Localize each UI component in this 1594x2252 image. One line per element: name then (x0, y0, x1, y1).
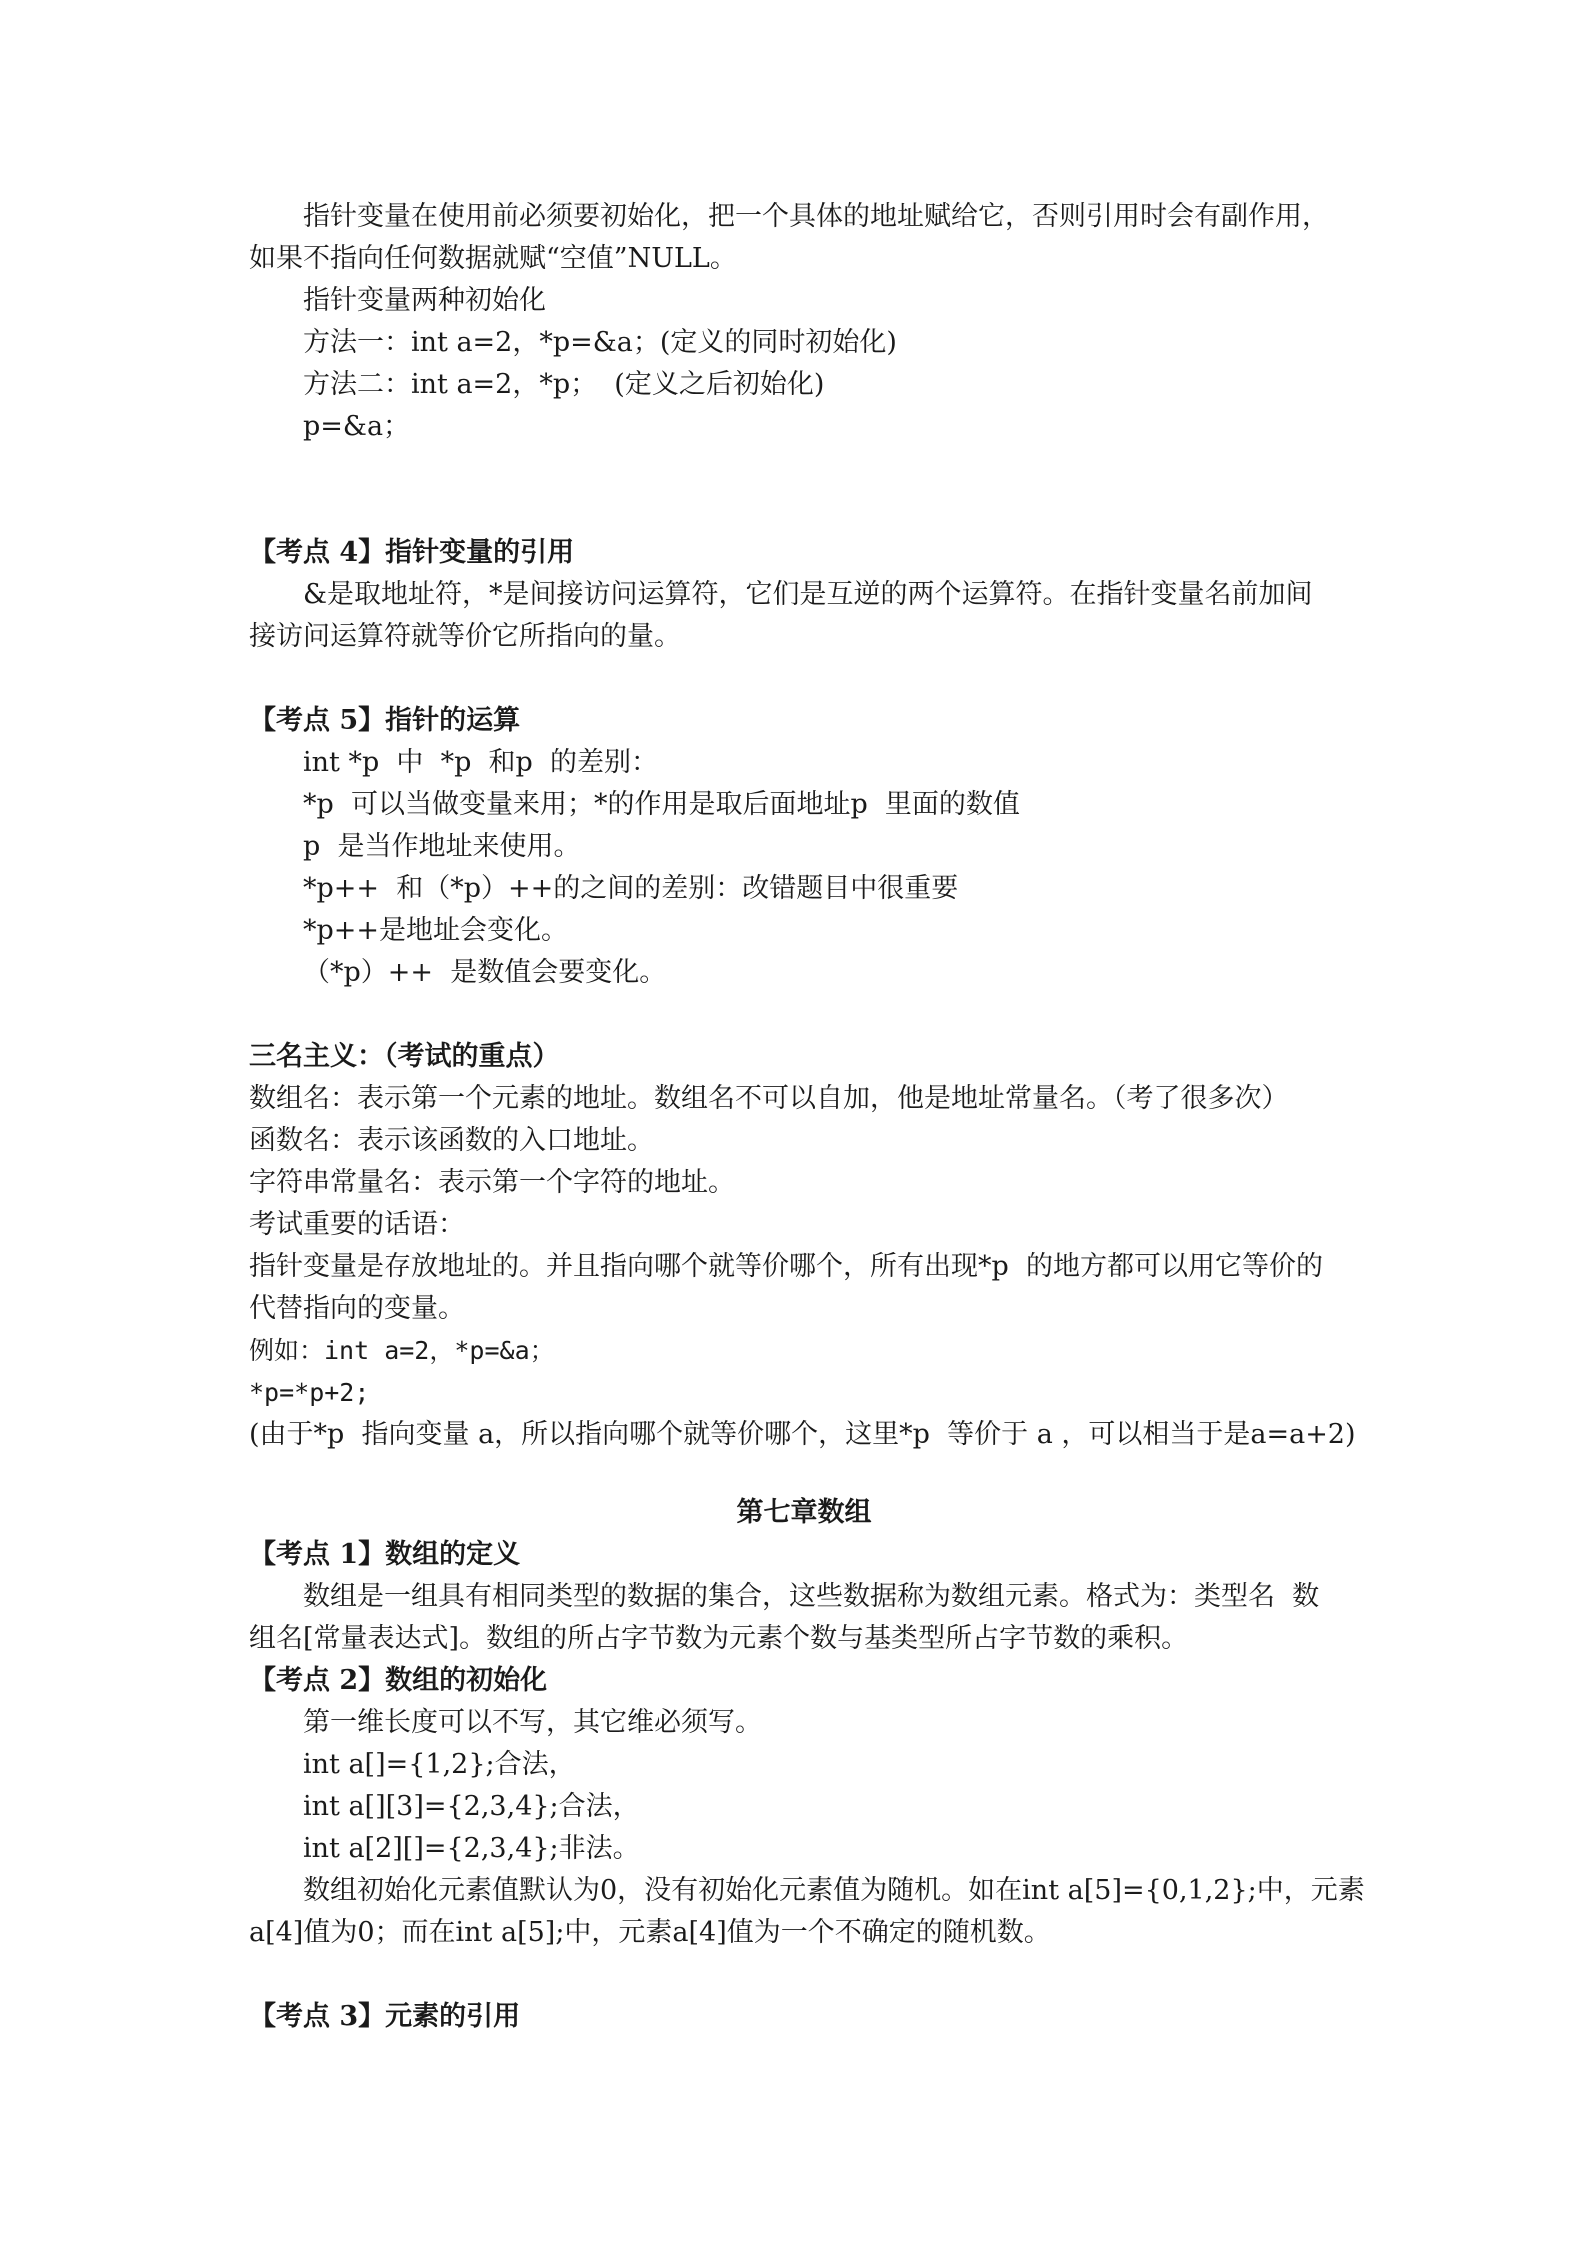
init-paragraph-line-2: 如果不指向任何数据就赋“空值”NULL。 (249, 243, 737, 274)
ch7-kp3-heading: 【考点 3】元素的引用 (249, 2001, 521, 2032)
kp5-line-5: *p++是地址会变化。 (303, 915, 569, 946)
init-method-2-assign: p=&a； (303, 411, 411, 442)
kp5-line-3: p 是当作地址来使用。 (303, 831, 581, 862)
spacer (249, 1954, 1359, 1996)
spacer (249, 448, 1359, 532)
kp5-line-2: *p 可以当做变量来用；*的作用是取后面地址p 里面的数值 (303, 789, 1020, 820)
three-names-line-3: 字符串常量名：表示第一个字符的地址。 (249, 1167, 735, 1198)
three-names-code: *p=*p+2; (249, 1378, 370, 1407)
ch7-kp2-line-3: int a[][3]={2,3,4};合法， (303, 1791, 640, 1822)
ch7-kp1-heading: 【考点 1】数组的定义 (249, 1539, 521, 1570)
init-method-1: 方法一：int a=2，*p=&a；(定义的同时初始化) (303, 327, 897, 358)
kp5-line-1: int *p 中 *p 和p 的差别： (303, 747, 658, 778)
kp5-heading: 【考点 5】指针的运算 (249, 705, 521, 736)
ch7-kp1-line-1: 数组是一组具有相同类型的数据的集合，这些数据称为数组元素。格式为：类型名 数 (303, 1581, 1320, 1612)
three-names-line-2: 函数名：表示该函数的入口地址。 (249, 1125, 654, 1156)
document-page (249, 196, 1365, 2038)
init-methods-title: 指针变量两种初始化 (303, 285, 546, 316)
three-names-line-6: 代替指向的变量。 (249, 1293, 465, 1324)
init-paragraph-line-1: 指针变量在使用前必须要初始化，把一个具体的地址赋给它，否则引用时会有副作用， (303, 201, 1329, 232)
kp4-line-1: &是取地址符，*是间接访问运算符，它们是互逆的两个运算符。在指针变量名前加间 (303, 579, 1313, 610)
spacer (249, 1456, 1359, 1492)
spacer (249, 994, 1359, 1036)
ch7-kp2-line-2: int a[]={1,2};合法， (303, 1749, 576, 1780)
init-method-2: 方法二：int a=2，*p； (定义之后初始化) (303, 369, 825, 400)
kp5-line-4: *p++ 和（*p）++的之间的差别：改错题目中很重要 (303, 873, 959, 904)
ch7-kp1-line-2: 组名[常量表达式]。数组的所占字节数为元素个数与基类型所占字节数的乘积。 (249, 1623, 1189, 1654)
spacer (249, 658, 1359, 700)
kp4-heading: 【考点 4】指针变量的引用 (249, 537, 575, 568)
ch7-kp2-line-5: 数组初始化元素值默认为0，没有初始化元素值为随机。如在int a[5]={0,1,2};中，元素 (303, 1875, 1365, 1906)
ch7-kp2-line-4: int a[2][]={2,3,4};非法。 (303, 1833, 640, 1864)
three-names-note: (由于*p 指向变量 a，所以指向哪个就等价哪个，这里*p 等价于 a ，可以相当于是a=a+2) (249, 1419, 1356, 1450)
three-names-heading: 三名主义：（考试的重点） (249, 1041, 560, 1072)
ch7-kp2-line-6: a[4]值为0；而在int a[5];中，元素a[4]值为一个不确定的随机数。 (249, 1917, 1051, 1948)
three-names-line-4: 考试重要的话语： (249, 1209, 465, 1240)
kp4-line-2: 接访问运算符就等价它所指向的量。 (249, 621, 681, 652)
ch7-kp2-heading: 【考点 2】数组的初始化 (249, 1665, 548, 1696)
three-names-example: 例如：int a=2，*p=&a； (249, 1336, 555, 1365)
chapter-title: 第七章数组 (736, 1497, 872, 1528)
kp5-line-6: （*p）++ 是数值会要变化。 (303, 957, 667, 988)
three-names-line-5: 指针变量是存放地址的。并且指向哪个就等价哪个，所有出现*p 的地方都可以用它等价的 (249, 1251, 1323, 1282)
ch7-kp2-line-1: 第一维长度可以不写，其它维必须写。 (303, 1707, 762, 1738)
three-names-line-1: 数组名：表示第一个元素的地址。数组名不可以自加，他是地址常量名。（考了很多次） (249, 1083, 1289, 1114)
